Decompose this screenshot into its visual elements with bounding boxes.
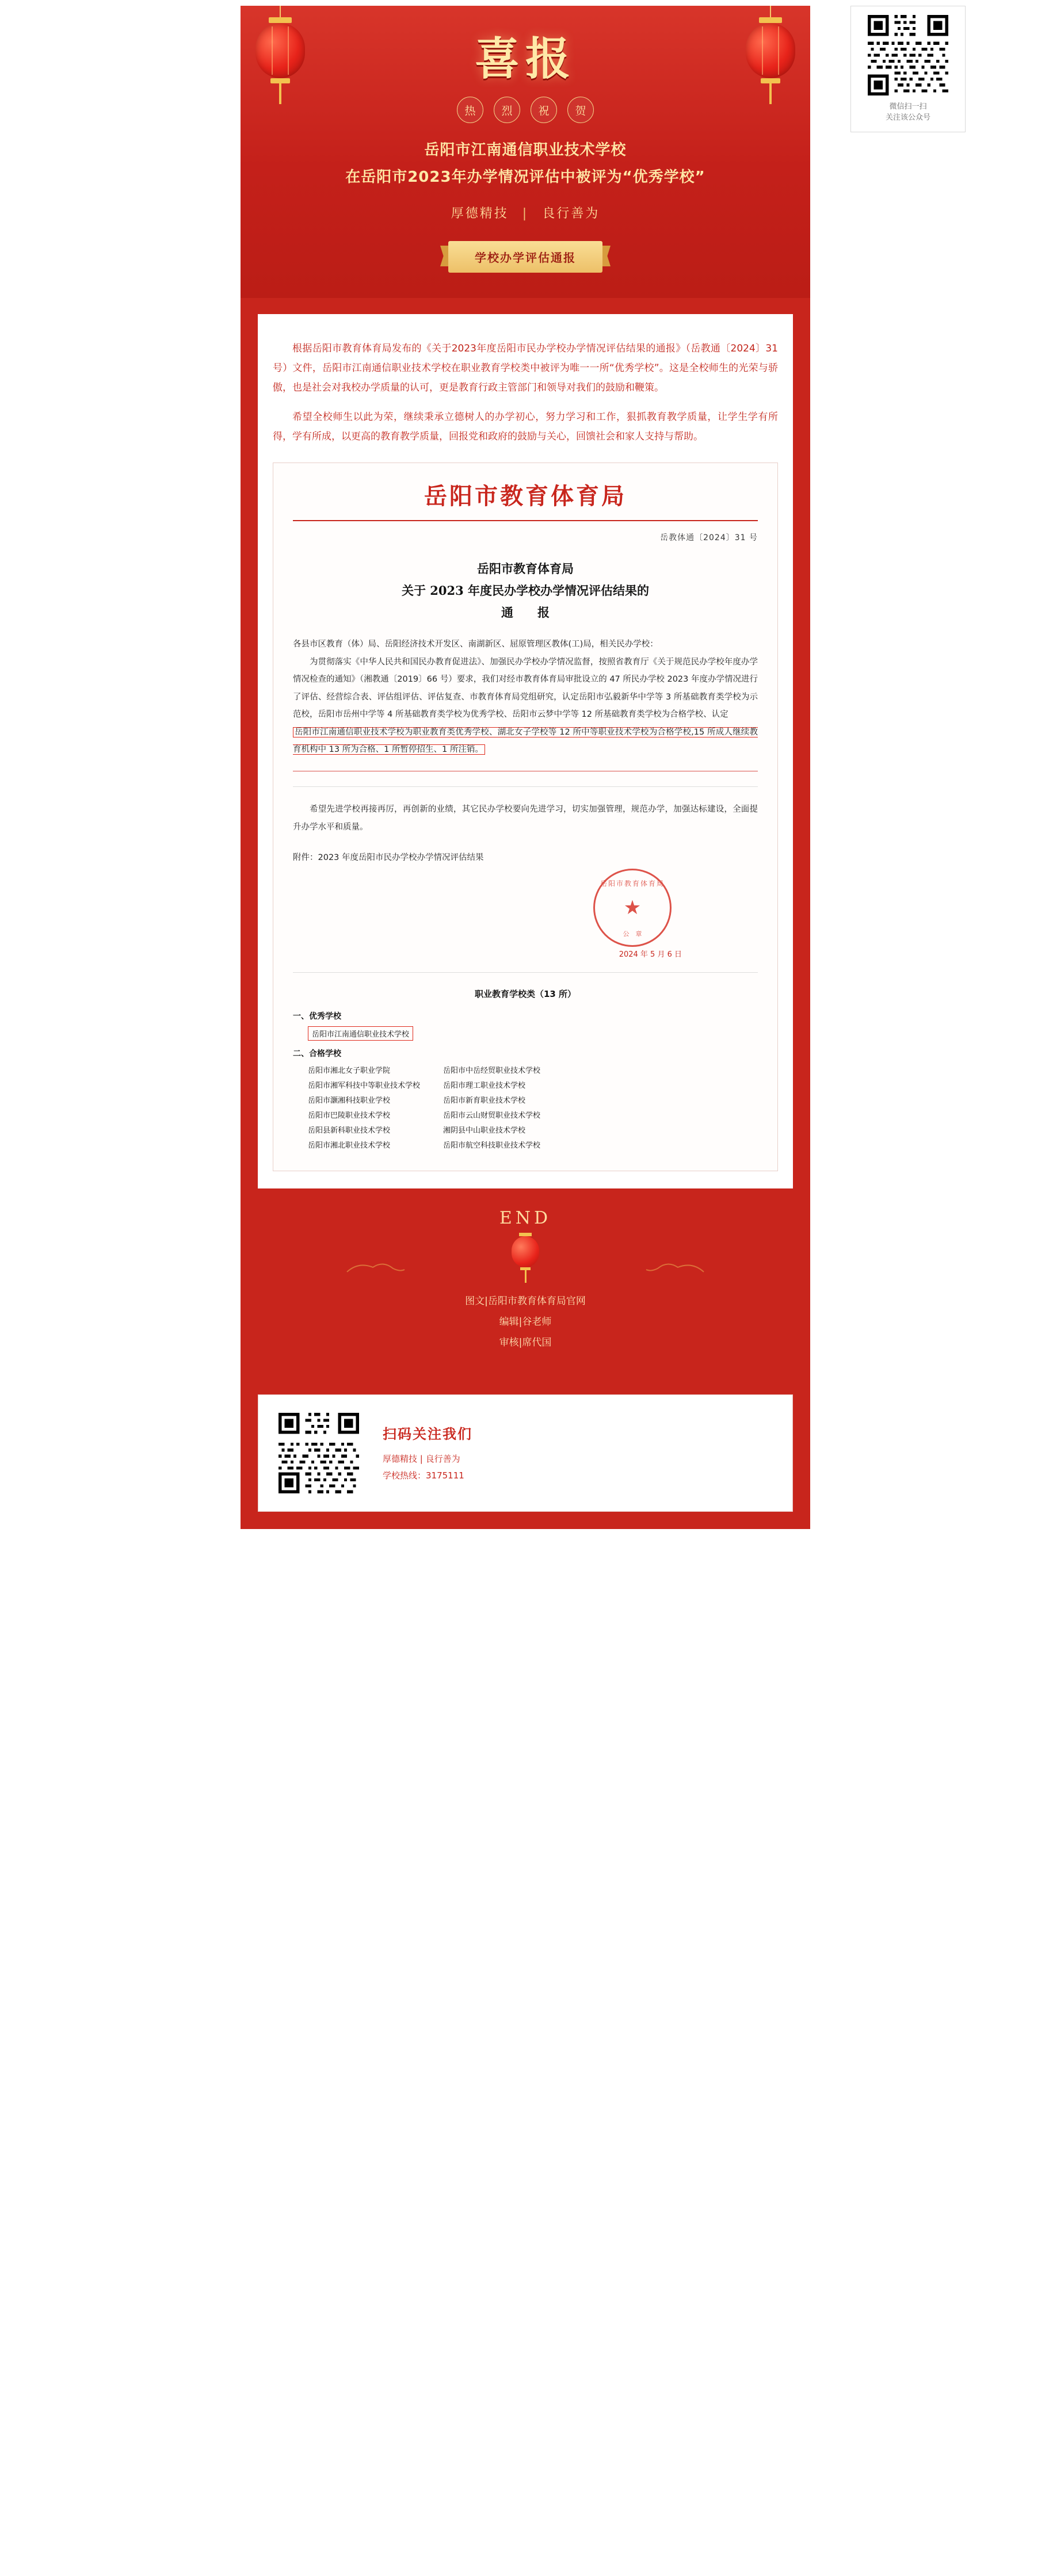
document-org-header: 岳阳市教育体育局 <box>424 483 627 510</box>
badge-2: 烈 <box>494 97 520 123</box>
document-number: 岳教体通〔2024〕31 号 <box>660 533 758 542</box>
list-item: 岳阳市航空科技职业技术学校 <box>443 1141 541 1151</box>
document-body-paragraph-1: 各县市区教育（体）局、岳阳经济技术开发区、南湖新区、屈原管理区教体(工)局，相关民办学校： <box>293 640 658 649</box>
qualified-column-right <box>443 1064 540 1153</box>
list-item: 岳阳市新育职业技术学校 <box>443 1096 526 1106</box>
list-item: 岳阳市中岳经贸职业技术学校 <box>443 1067 541 1076</box>
list-item: 岳阳县新科职业技术学校 <box>308 1126 391 1136</box>
credit-editor: 编辑|谷老师 <box>499 1316 552 1328</box>
list-item: 岳阳市云山财贸职业技术学校 <box>443 1111 541 1121</box>
article-body <box>241 6 810 1529</box>
document-divider-gray <box>293 786 758 787</box>
wechat-qr-code-icon <box>865 12 951 98</box>
award-statement: 在岳阳市2023年办学情况评估中被评为“优秀学校” <box>345 169 705 186</box>
official-document <box>273 463 778 1171</box>
end-label: END <box>499 1208 552 1229</box>
document-body <box>293 636 758 758</box>
attachment-section-qualified: 二、合格学校 <box>293 1049 341 1059</box>
page-title: 喜报 <box>474 33 576 85</box>
list-item: 岳阳市理工职业技术学校 <box>443 1081 526 1091</box>
motto-left: 厚德精技 <box>451 207 509 221</box>
badge-3: 祝 <box>531 97 557 123</box>
list-item: 岳阳市湘北职业技术学校 <box>308 1141 391 1151</box>
footer-card <box>258 1394 793 1512</box>
document-tail-paragraph: 希望先进学校再接再厉，再创新的业绩，其它民办学校要向先进学习，切实加强管理，规范办学，加强达标建设，全面提升办学水平和质量。 <box>293 805 758 832</box>
qualified-school-columns <box>308 1064 758 1153</box>
hero-banner <box>241 6 810 298</box>
document-seal-area <box>293 869 758 960</box>
badge-1: 热 <box>457 97 483 123</box>
list-item: 湘阴县中山职业技术学校 <box>443 1126 526 1136</box>
attachment-section-excellent: 一、优秀学校 <box>293 1012 341 1022</box>
credit-reviewer: 审核|席代国 <box>499 1336 552 1348</box>
qualified-column-left <box>308 1064 420 1153</box>
list-item: 岳阳市巴陵职业技术学校 <box>308 1111 391 1121</box>
list-item: 岳阳市灏湘科技职业学校 <box>308 1096 391 1106</box>
end-decoration <box>241 1228 810 1291</box>
cloud-right-icon <box>643 1255 707 1278</box>
document-title-line2: 关于 2023 年度民办学校办学情况评估结果的 <box>401 583 650 598</box>
wechat-qr-caption <box>886 102 930 124</box>
credits <box>241 1291 810 1376</box>
document-title-line1: 岳阳市教育体育局 <box>477 561 574 576</box>
list-item: 岳阳市湘北女子职业学院 <box>308 1067 391 1076</box>
celebration-badges <box>241 97 810 123</box>
seal-top-text: 岳阳市教育体育局 <box>600 880 665 888</box>
footer-motto: 厚德精技 | 良行善为 <box>383 1454 460 1465</box>
wechat-qr-caption-line2: 关注该公众号 <box>885 113 930 122</box>
motto-right: 良行善为 <box>542 207 600 221</box>
badge-4: 贺 <box>567 97 594 123</box>
cloud-left-icon <box>344 1255 407 1278</box>
lantern-right-icon <box>737 6 804 104</box>
motto-separator: | <box>522 207 529 221</box>
lantern-left-icon <box>246 6 314 104</box>
content-card <box>258 314 793 1188</box>
document-attachment-note: 附件：2023 年度岳阳市民办学校办学情况评估结果 <box>293 853 484 863</box>
school-motto <box>241 204 810 221</box>
footer-texts <box>383 1423 472 1484</box>
document-title <box>293 558 758 623</box>
footer-hotline: 学校热线：3175111 <box>383 1470 464 1481</box>
mini-lantern-icon <box>512 1233 539 1283</box>
seal-star-icon: ★ <box>623 896 642 920</box>
excellent-school-highlight: 岳阳市江南通信职业技术学校 <box>308 1026 413 1041</box>
attachment-list <box>293 972 758 1153</box>
document-tail <box>293 801 758 836</box>
ribbon-label: 学校办学评估通报 <box>448 241 602 273</box>
footer-heading: 扫码关注我们 <box>383 1426 472 1443</box>
school-name: 岳阳市江南通信职业技术学校 <box>424 142 627 159</box>
list-item: 岳阳市湘军科技中等职业技术学校 <box>308 1081 421 1091</box>
end-section <box>241 1188 810 1381</box>
document-body-paragraph-2: 为贯彻落实《中华人民共和国民办教育促进法》、加强民办学校办学情况监督，按照省教育厅《关于规范民办学校年度办学情况检查的通知》（湘教通〔2019〕66 号）要求，我们对经市教育体育局审批设立的 47 所民办学校 2023 年度办学情况进行了评估、经营综合表、评估组评估、评估复查、市教育体育局党组研究，认定岳阳市弘毅新华中学等 3 所基础教育类学校为示范校，岳阳市岳州中学等 4 所基础教育类学校为优秀学校、岳阳市云梦中学等 12 所基础教育类学校为合格学校、认定 <box>293 657 758 720</box>
intro-paragraph-2: 希望全校师生以此为荣，继续秉承立德树人的办学初心，努力学习和工作，狠抓教育教学质量，让学生学有所得，学有所成，以更高的教育教学质量，回报党和政府的鼓励与关心，回馈社会和家人支持与帮助。 <box>273 411 778 442</box>
credit-source: 图文|岳阳市教育体育局官网 <box>465 1295 586 1308</box>
highlighted-school-inline: 岳阳市江南通信职业技术学校为职业教育类优秀学校、湖北女子学校等 12 所中等职业技术学校为合格学校,15 所成人继续教育机构中 13 所为合格、1 所暂停招生、1 所注销。 <box>293 727 758 755</box>
wechat-qr-panel <box>850 6 966 132</box>
document-rule <box>293 520 758 521</box>
seal-bottom-text: 公 章 <box>623 930 642 938</box>
official-seal-icon <box>593 869 672 947</box>
attachment-list-title: 职业教育学校类（13 所） <box>474 989 577 1000</box>
intro-paragraph-1: 根据岳阳市教育体育局发布的《关于2023年度岳阳市民办学校办学情况评估结果的通报》（岳教通〔2024〕31 号）文件，岳阳市江南通信职业技术学校在职业教育学校类中被评为唯一一所“优秀学校”。这是全校师生的光荣与骄傲，也是社会对我校办学质量的认可，更是教育行政主管部门和领导对我们的鼓励和鞭策。 <box>273 343 778 393</box>
ribbon-banner-wrap <box>241 241 810 273</box>
document-title-line3: 通 报 <box>501 605 550 620</box>
wechat-qr-caption-line1: 微信扫一扫 <box>889 102 927 111</box>
document-date: 2024 年 5 月 6 日 <box>619 950 682 960</box>
footer-qr-code-icon <box>276 1410 362 1496</box>
